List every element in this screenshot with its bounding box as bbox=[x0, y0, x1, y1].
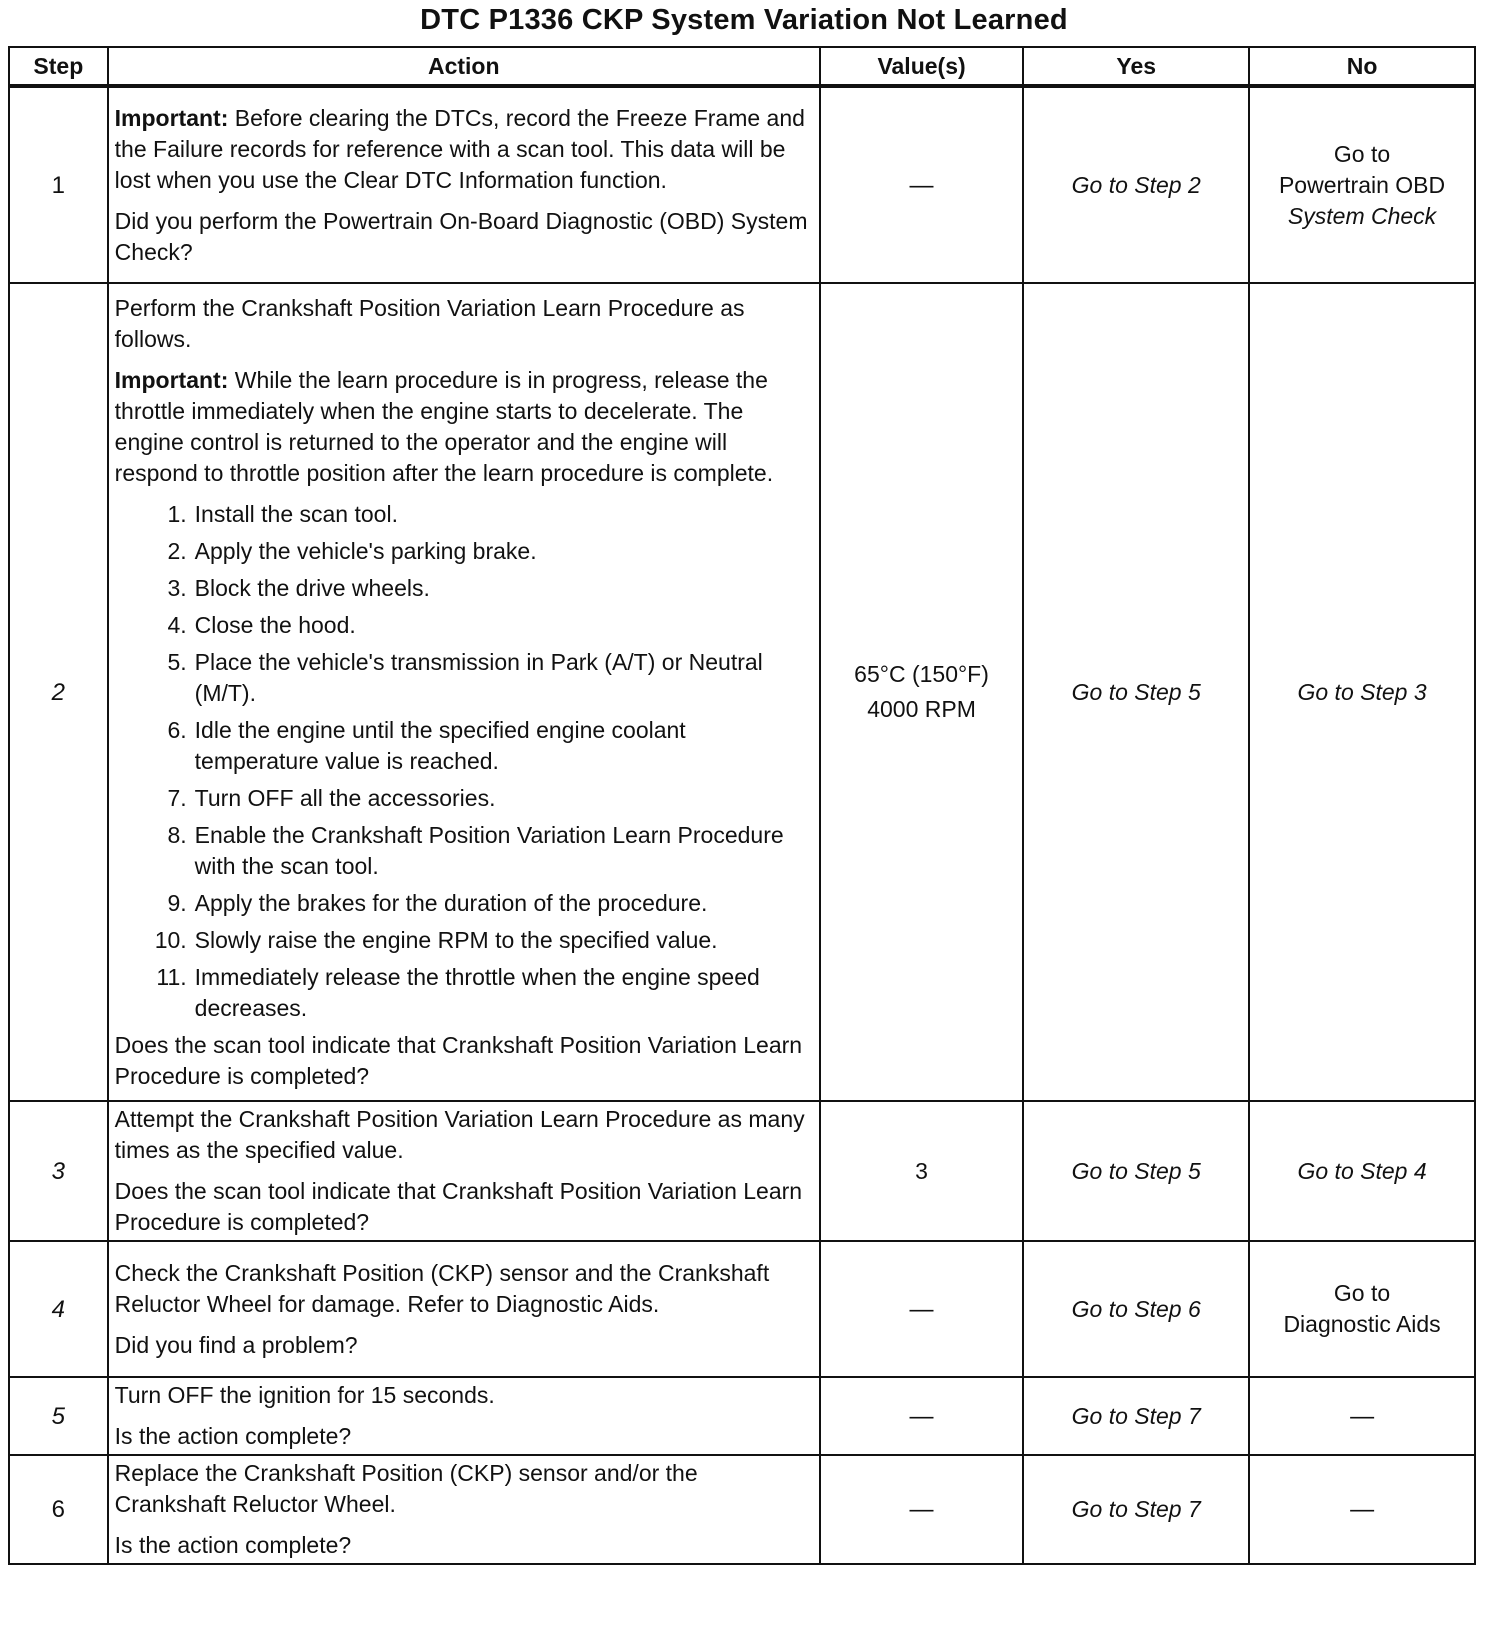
yes-cell bbox=[1023, 283, 1249, 1101]
question-text: Is the action complete? bbox=[114, 1423, 352, 1449]
list-item-text: Apply the vehicle's parking brake. bbox=[194, 537, 537, 564]
no-cell bbox=[1249, 1455, 1475, 1564]
list-item-text: Idle the engine until the specified engine coolant temperature value is reached. bbox=[194, 716, 686, 774]
list-item bbox=[115, 715, 813, 777]
value-text: — bbox=[909, 171, 934, 199]
no-text: — bbox=[1350, 1496, 1375, 1523]
list-item-number: 3. bbox=[167, 574, 187, 601]
header-no: No bbox=[1249, 47, 1475, 86]
question-text: Is the action complete? bbox=[114, 1532, 352, 1558]
list-item bbox=[115, 647, 813, 709]
header-step: Step bbox=[9, 47, 108, 86]
value-cell bbox=[820, 283, 1023, 1101]
no-cell bbox=[1249, 1377, 1475, 1455]
action-text: Check the Crankshaft Position (CKP) sensor and the Crankshaft Reluctor Wheel for damage. Refer to Diagnostic Aids. bbox=[114, 1259, 770, 1317]
diagnostic-table bbox=[8, 46, 1476, 1565]
table-row bbox=[9, 283, 1475, 1101]
list-item-text: Apply the brakes for the duration of the procedure. bbox=[194, 889, 708, 916]
list-item bbox=[115, 573, 813, 604]
action-cell bbox=[108, 1455, 820, 1564]
table-row bbox=[9, 1455, 1475, 1564]
value-text: — bbox=[909, 1496, 934, 1523]
action-cell bbox=[108, 86, 820, 283]
list-item-number: 6. bbox=[167, 716, 187, 743]
action-cell bbox=[108, 1101, 820, 1241]
list-item bbox=[115, 925, 813, 956]
no-link-line3[interactable]: System Check bbox=[1287, 202, 1437, 229]
list-item bbox=[115, 962, 813, 1024]
list-item bbox=[115, 610, 813, 641]
question-text: Does the scan tool indicate that Crankshaft Position Variation Learn Procedure is completed? bbox=[114, 1178, 803, 1235]
important-note bbox=[115, 103, 813, 196]
important-label: Important: bbox=[114, 104, 229, 131]
action-cell bbox=[108, 1377, 820, 1455]
value-cell bbox=[820, 1377, 1023, 1455]
step-number: 6 bbox=[9, 1455, 108, 1564]
no-link[interactable]: Go to Step 4 bbox=[1297, 1157, 1427, 1184]
list-item-number: 2. bbox=[167, 537, 187, 564]
question-text: Does the scan tool indicate that Crankshaft Position Variation Learn Procedure is completed? bbox=[114, 1031, 803, 1089]
question-text: Did you find a problem? bbox=[114, 1331, 358, 1358]
list-item bbox=[115, 536, 813, 567]
list-item-number: 4. bbox=[167, 611, 187, 638]
yes-link[interactable]: Go to Step 2 bbox=[1071, 171, 1201, 198]
important-note bbox=[115, 365, 813, 489]
yes-link[interactable]: Go to Step 5 bbox=[1071, 1157, 1201, 1184]
list-item bbox=[115, 820, 813, 882]
no-link[interactable]: Go to Step 3 bbox=[1297, 678, 1427, 705]
step-number: 3 bbox=[9, 1101, 108, 1241]
yes-cell bbox=[1023, 1377, 1249, 1455]
yes-link[interactable]: Go to Step 5 bbox=[1071, 678, 1201, 705]
no-cell bbox=[1249, 1101, 1475, 1241]
no-cell bbox=[1249, 283, 1475, 1101]
value-text: 3 bbox=[915, 1157, 928, 1184]
list-item-number: 5. bbox=[167, 648, 187, 675]
no-link-line2[interactable]: Powertrain OBD bbox=[1278, 171, 1446, 198]
yes-link[interactable]: Go to Step 6 bbox=[1071, 1295, 1201, 1322]
list-item-text: Place the vehicle's transmission in Park (A/T) or Neutral (M/T). bbox=[194, 648, 763, 706]
important-label: Important: bbox=[114, 366, 229, 393]
list-item bbox=[115, 888, 813, 919]
list-item-text: Immediately release the throttle when the engine speed decreases. bbox=[194, 963, 760, 1021]
yes-cell bbox=[1023, 1101, 1249, 1241]
step-number: 2 bbox=[9, 283, 108, 1101]
value-temperature: 65°C (150°F) bbox=[854, 661, 989, 687]
list-item-number: 9. bbox=[167, 889, 187, 916]
header-action: Action bbox=[108, 47, 820, 86]
value-cell bbox=[820, 1455, 1023, 1564]
list-item-number: 7. bbox=[167, 784, 187, 811]
table-row bbox=[9, 86, 1475, 283]
list-item-text: Close the hood. bbox=[194, 611, 356, 638]
value-cell bbox=[820, 86, 1023, 283]
header-yes: Yes bbox=[1023, 47, 1249, 86]
list-item-text: Slowly raise the engine RPM to the specified value. bbox=[194, 926, 718, 953]
step-number: 5 bbox=[9, 1377, 108, 1455]
important-text: Before clearing the DTCs, record the Freeze Frame and the Failure records for reference with a scan tool. This data will be lost when you use the Clear DTC Information function. bbox=[114, 104, 805, 193]
action-text: Attempt the Crankshaft Position Variation Learn Procedure as many times as the specified value. bbox=[114, 1106, 805, 1163]
no-cell bbox=[1249, 1241, 1475, 1377]
no-cell bbox=[1249, 86, 1475, 283]
yes-cell bbox=[1023, 1241, 1249, 1377]
page-title: DTC P1336 CKP System Variation Not Learned bbox=[420, 4, 1068, 36]
no-link-line2[interactable]: Diagnostic Aids bbox=[1283, 1311, 1441, 1337]
list-item-number: 10. bbox=[154, 926, 187, 953]
no-link-prefix: Go to bbox=[1333, 140, 1391, 167]
list-item-number: 11. bbox=[156, 963, 187, 990]
value-text: — bbox=[909, 1295, 934, 1323]
step-number: 4 bbox=[9, 1241, 108, 1377]
value-cell bbox=[820, 1241, 1023, 1377]
header-values: Value(s) bbox=[820, 47, 1023, 86]
yes-cell bbox=[1023, 86, 1249, 283]
no-text: — bbox=[1350, 1402, 1375, 1430]
action-text: Turn OFF the ignition for 15 seconds. bbox=[114, 1382, 495, 1408]
table-header-row bbox=[9, 47, 1475, 86]
list-item-text: Turn OFF all the accessories. bbox=[194, 784, 496, 811]
list-item-text: Block the drive wheels. bbox=[194, 574, 430, 601]
yes-link[interactable]: Go to Step 7 bbox=[1071, 1496, 1201, 1522]
list-item bbox=[115, 783, 813, 814]
list-item bbox=[115, 499, 813, 530]
yes-link[interactable]: Go to Step 7 bbox=[1071, 1402, 1201, 1429]
step-number: 1 bbox=[9, 86, 108, 283]
yes-cell bbox=[1023, 1455, 1249, 1564]
table-row bbox=[9, 1101, 1475, 1241]
value-text: — bbox=[909, 1402, 934, 1430]
procedure-list bbox=[115, 499, 813, 1024]
value-rpm: 4000 RPM bbox=[867, 696, 976, 722]
action-cell bbox=[108, 1241, 820, 1377]
table-row bbox=[9, 1377, 1475, 1455]
list-item-text: Install the scan tool. bbox=[194, 500, 398, 527]
intro-text: Perform the Crankshaft Position Variation Learn Procedure as follows. bbox=[114, 294, 745, 352]
table-row bbox=[9, 1241, 1475, 1377]
list-item-number: 8. bbox=[167, 821, 187, 848]
important-text: While the learn procedure is in progress, release the throttle immediately when the engine starts to decelerate. The engine control is returned to the operator and the engine will respond to throttle position after the learn procedure is complete. bbox=[114, 366, 774, 486]
action-cell bbox=[108, 283, 820, 1101]
list-item-text: Enable the Crankshaft Position Variation Learn Procedure with the scan tool. bbox=[194, 821, 784, 879]
value-cell bbox=[820, 1101, 1023, 1241]
question-text: Did you perform the Powertrain On-Board Diagnostic (OBD) System Check? bbox=[114, 207, 808, 265]
action-text: Replace the Crankshaft Position (CKP) sensor and/or the Crankshaft Reluctor Wheel. bbox=[114, 1460, 698, 1517]
no-link-prefix: Go to bbox=[1333, 1280, 1391, 1306]
list-item-number: 1. bbox=[167, 500, 187, 527]
